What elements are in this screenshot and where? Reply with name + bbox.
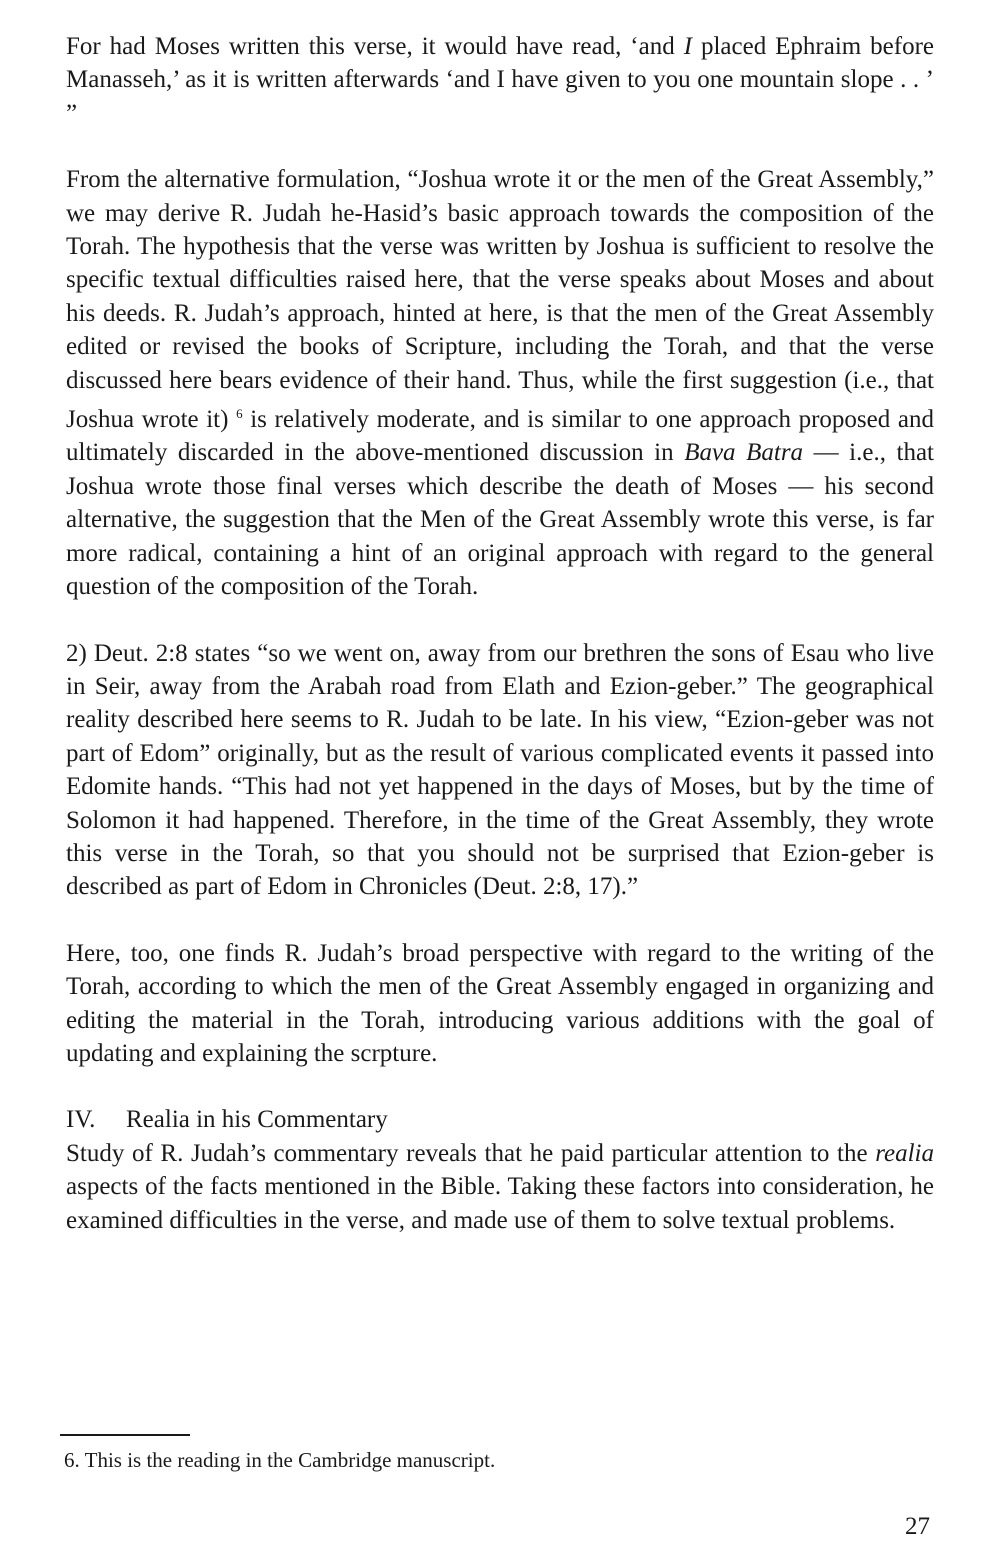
footnote: 6. This is the reading in the Cambridge manuscript.: [64, 1448, 496, 1472]
page-number: 27: [905, 1513, 930, 1540]
section-body-text-a: Study of R. Judah’s commentary reveals that he paid particular attention to the: [66, 1139, 876, 1167]
paragraph-2-text-a: From the alternative formulation, “Joshua wrote it or the men of the Great Assembly,” we may derive R. Judah he-Hasid’s basic approach towards the composition of the Torah. The hypothesis that the verse was written by Joshua is sufficient to resolve the specific textual difficulties raised here, that the verse speaks about Moses and about his deeds. R. Judah’s approach, hinted at here, is that the men of the Great Assembly edited or revised the books of Scripture, including the Torah, and that the verse discussed here bears evidence of their hand. Thus, while the first suggestion (i.e., that Joshua wrote it): [66, 166, 934, 434]
paragraph-2-text-b: is relatively moderate, and is similar to one approach proposed and ultimately discarded in the above-mentioned discussion in: [66, 406, 934, 467]
paragraph-1-text-a: For had Moses written this verse, it would have read, ‘and: [66, 33, 684, 60]
paragraph-1: [66, 30, 934, 130]
footnote-reference: 6: [236, 406, 243, 422]
paragraph-3: 2) Deut. 2:8 states “so we went on, away from our brethren the sons of Esau who live in Seir, away from the Arabah road from Elath and Ezion-geber.” The geographical reality described here seems to R. Judah to be late. In his view, “Ezion-geber was not part of Edom” originally, but as the result of various complicated events it passed into Edomite hands. “This had not yet happened in the days of Moses, but by the time of Solomon it had happened. Therefore, in the time of the Great Assembly, they wrote this verse in the Torah, so that you should not be surprised that Ezion-geber is described as part of Edom in Chronicles (Deut. 2:8, 17).”: [66, 639, 934, 901]
section-number: IV.: [66, 1106, 96, 1134]
section-body-italic: realia: [875, 1139, 934, 1167]
section-body-text-c: aspects of the facts mentioned in the Bible. Taking these factors into consideration, he examined difficulties in the verse, and made use of them to solve textual problems.: [66, 1173, 934, 1234]
footnote-divider: [60, 1434, 190, 1436]
paragraph-4: Here, too, one finds R. Judah’s broad perspective with regard to the writing of the Torah, according to which the men of the Great Assembly engaged in organizing and editing the material in the Torah, introducing various additions with the goal of updating and explaining the scrpture.: [66, 939, 934, 1067]
section-heading: [66, 1103, 934, 1136]
paragraph-1-italic: I: [683, 33, 693, 60]
paragraph-2: [66, 163, 934, 603]
section-body: [66, 1137, 934, 1237]
paragraph-2-text-d: — i.e., that Joshua wrote those final verses which describe the death of Moses — his second alternative, the suggestion that the Men of the Great Assembly wrote this verse, is far more radical, containing a hint of an original approach with regard to the general question of the composition of the Torah.: [66, 439, 934, 601]
page-body: [66, 30, 934, 1237]
paragraph-2-italic-title: Bava Batra: [684, 439, 804, 467]
section-title: Realia in his Commentary: [126, 1106, 388, 1134]
paragraph-1-text-c: placed Ephraim before Manasseh,’ as it is written afterwards ‘and I have given to you one mountain slope . . ’ ”: [66, 33, 935, 127]
